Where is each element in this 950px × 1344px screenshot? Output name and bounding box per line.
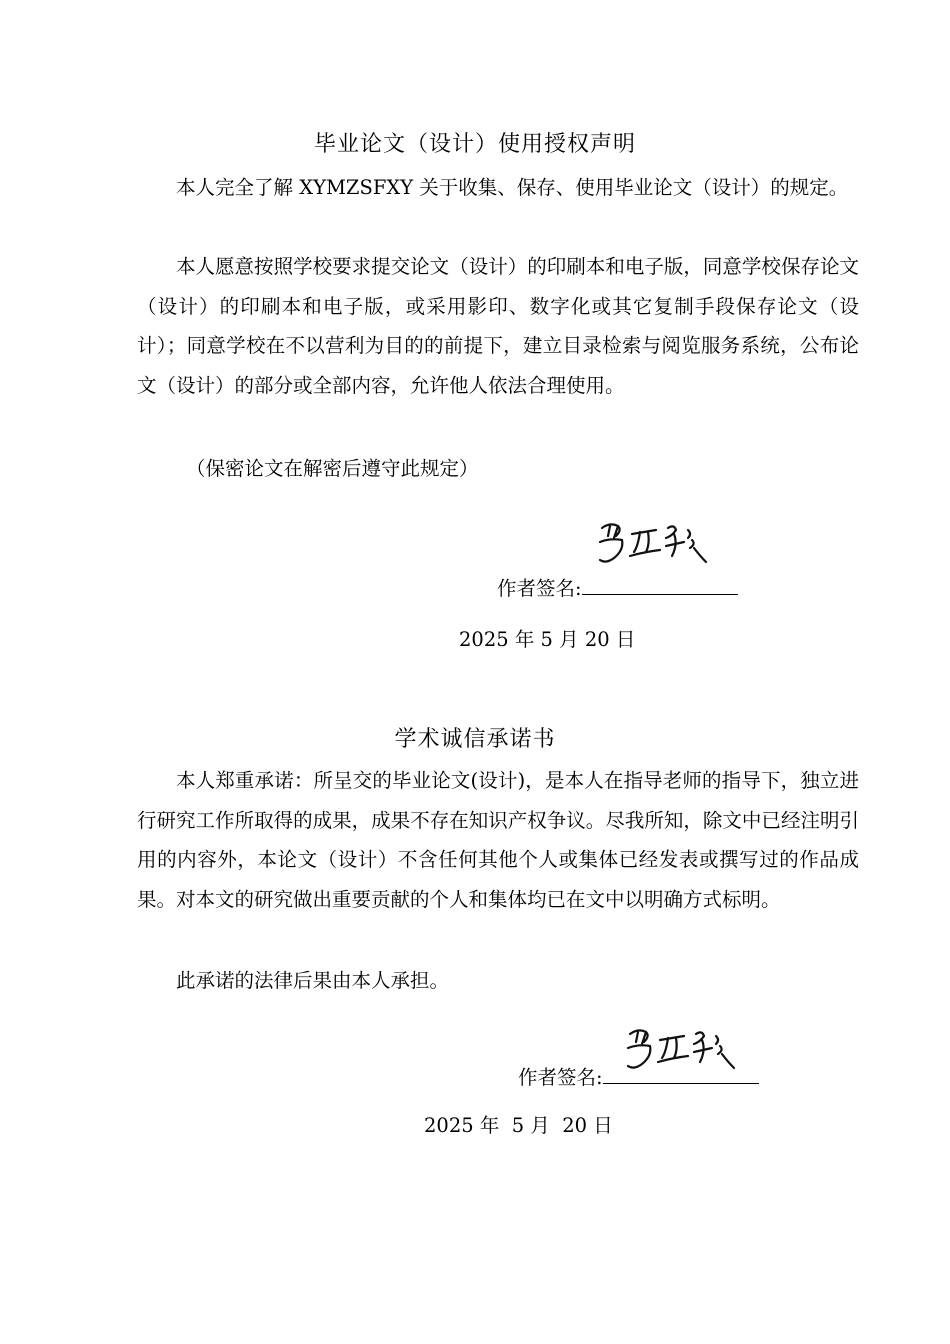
- authorization-signature-line: [582, 578, 738, 595]
- integrity-signature-line: [603, 1067, 759, 1084]
- authorization-signature-field: [497, 573, 738, 601]
- authorization-paragraph-1: 本人完全了解 XYMZSFXY 关于收集、保存、使用毕业论文（设计）的规定。: [176, 176, 849, 199]
- authorization-paragraph-2: 本人愿意按照学校要求提交论文（设计）的印刷本和电子版，同意学校保存论文（设计）的印刷本和电子版，或采用影印、数字化或其它复制手段保存论文（设计）；同意学校在不以营利为目的的前提下，建立目录检索与阅览服务系统，公布论文（设计）的部分或全部内容，允许他人依法合理使用。: [137, 255, 859, 397]
- authorization-date: 2025 年 5 月 20 日: [459, 628, 636, 651]
- confidential-note: （保密论文在解密后遵守此规定）: [186, 457, 479, 480]
- integrity-paragraph-1: 本人郑重承诺：所呈交的毕业论文(设计)，是本人在指导老师的指导下，独立进行研究工作所取得的成果，成果不存在知识产权争议。尽我所知，除文中已经注明引用的内容外，本论文（设计）不含任何其他个人或集体已经发表或撰写过的作品成果。对本文的研究做出重要贡献的个人和集体均已在文中以明确方式标明。: [137, 769, 859, 911]
- authorization-signature-label: 作者签名:: [497, 577, 582, 600]
- integrity-title: 学术诚信承诺书: [394, 727, 556, 752]
- authorization-title: 毕业论文（设计）使用授权声明: [313, 132, 636, 157]
- author-signature-image: [596, 516, 711, 572]
- integrity-signature-label: 作者签名:: [518, 1066, 603, 1089]
- integrity-signature-field: [518, 1062, 759, 1090]
- integrity-paragraph-2: 此承诺的法律后果由本人承担。: [176, 969, 450, 992]
- integrity-date: 2025 年 5 月 20 日: [424, 1114, 613, 1137]
